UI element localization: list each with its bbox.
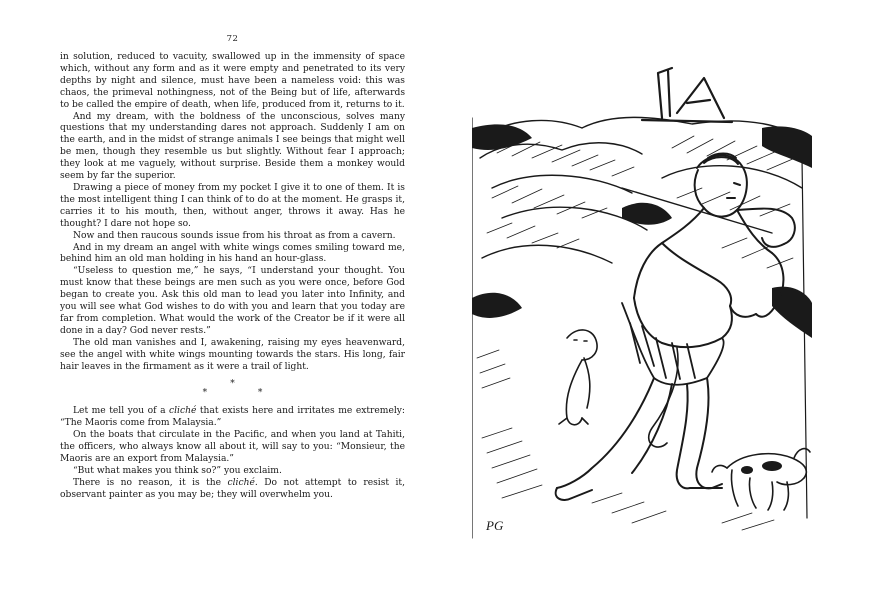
italic-term: cliché	[169, 406, 197, 417]
text-span: Let me tell you of a	[73, 406, 170, 417]
page-number: 72	[226, 34, 239, 44]
dog	[712, 449, 810, 510]
text-span: . Do not attempt to resist it, observant painter as you may be; they will overwhelm you.	[60, 477, 405, 500]
paragraph: Now and then raucous sounds issue from his throat as from a cavern.	[73, 230, 396, 241]
monogram: PG	[486, 518, 504, 533]
paragraph: “But what makes you think so?” you exclaim.	[73, 466, 282, 476]
figure-body	[634, 208, 783, 347]
figure-head	[695, 154, 747, 217]
paragraph	[60, 478, 405, 502]
body-text	[60, 52, 405, 502]
text-span: There is no reason, it is the	[73, 477, 228, 488]
paragraph: And my dream, with the boldness of the unconscious, solves many questions that my understanding dares not approach. Suddenly I am on the earth, and in the midst of strange animals I see beings that might well be men, though they resemble us but slightly. Without fear I approach; they look at me vaguely, without surprise. Beside them a monkey would seem by far the superior.	[60, 111, 405, 182]
woodcut-illustration	[472, 58, 812, 548]
italic-term: cliché	[227, 477, 255, 488]
paragraph: Drawing a piece of money from my pocket I give it to one of them. It is the most intelligent thing I can think of to do at the moment. He grasps it, carries it to his mouth, then, without anger, throws it away. Has he thought? I dare not hope so.	[60, 182, 405, 229]
hill-hatching	[487, 136, 795, 268]
paragraph: On the boats that circulate in the Pacific, and when you land at Tahiti, the officers, who always know all about it, will say to you: “Monsieur, the Maoris are an export from Malaysia.”	[60, 430, 405, 465]
text-span: that exists here and irritates me extremely: “The Maoris come from Malaysia.”	[60, 406, 405, 429]
monkey	[559, 330, 597, 425]
ground-hatching	[477, 350, 774, 530]
frame-fragments	[472, 118, 807, 538]
paragraph: The old man vanishes and I, awakening, raising my eyes heavenward, see the angel with white wings mounting towards the stars. His long, fair hair leaves in the firmament as it were a trail of light.	[60, 337, 405, 372]
figure-legs	[556, 378, 722, 500]
asterism-bottom: * *	[202, 388, 263, 399]
hut-roof	[642, 68, 732, 122]
asterism-top: *	[230, 379, 235, 390]
paragraph: And in my dream an angel with white wings comes smiling toward me, behind him an old man holding in his hand an hour-glass.	[60, 242, 405, 265]
paragraph: in solution, reduced to vacuity, swallowed up in the immensity of space which, without any form and as it were empty and penetrated to its very depths by night and silence, must have been a nameless void: this was chaos, the primeval nothingness, not of the Being but of life, afterwards to be called the empire of death, when life, produced from it, returns to it.	[60, 52, 405, 110]
left-page	[60, 30, 405, 570]
paragraph	[60, 406, 405, 430]
illustration-svg	[472, 58, 812, 548]
dog-spots	[741, 461, 782, 474]
section-break	[60, 380, 405, 398]
paragraph: “Useless to question me,” he says, “I understand your thought. You must know that these beings are men such as you were once, before God began to create you. Ask this old man to lead you later into Infinity, and you will see what God wishes to do with you and learn that you today are far from completion. What would the work of the Creator be if it were all done in a day? God never rests.”	[60, 266, 405, 336]
